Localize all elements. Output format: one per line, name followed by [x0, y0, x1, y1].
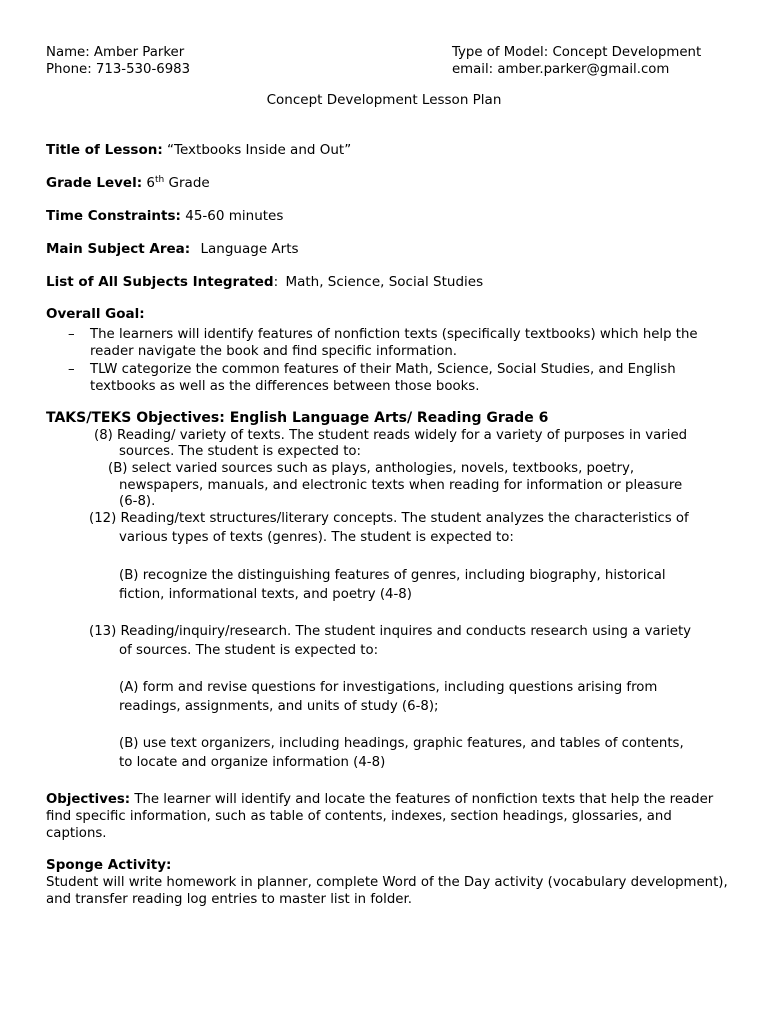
teks-line: (B) use text organizers, including headings, graphic features, and tables of contents, — [119, 736, 684, 751]
goal-item — [46, 326, 736, 360]
teks-line: various types of texts (genres). The student is expected to: — [119, 530, 514, 545]
teks-line: (A) form and revise questions for investigations, including questions arising from — [119, 680, 658, 695]
grade-level-label: Grade Level: — [46, 175, 143, 191]
main-subject-value: Language Arts — [200, 241, 299, 257]
main-subject-label: Main Subject Area: — [46, 241, 191, 257]
sponge-activity-text: Student will write homework in planner, complete Word of the Day activity (vocabulary development), and transfer reading log entries to master list in folder. — [46, 875, 728, 907]
lesson-title-label: Title of Lesson: — [46, 142, 163, 158]
integrated-subjects-label: List of All Subjects Integrated — [46, 274, 274, 290]
goal-item-text: TLW categorize the common features of their Math, Science, Social Studies, and English textbooks as well as the differences between those books. — [90, 362, 676, 394]
teks-heading: TAKS/TEKS Objectives: English Language Arts/ Reading Grade 6 — [46, 410, 549, 426]
time-constraints-label: Time Constraints: — [46, 208, 181, 224]
grade-word: Grade — [168, 175, 210, 191]
dash-bullet: – — [68, 327, 75, 342]
time-constraints-value: 45-60 minutes — [185, 208, 284, 224]
document-title: Concept Development Lesson Plan — [266, 92, 502, 108]
teks-line: (8) Reading/ variety of texts. The student reads widely for a variety of purposes in varied — [94, 428, 688, 443]
teks-line: (B) select varied sources such as plays, anthologies, novels, textbooks, poetry, — [108, 461, 635, 476]
grade-level-field — [46, 174, 210, 192]
dash-bullet: – — [68, 362, 75, 377]
objectives-text: The learner will identify and locate the features of nonfiction texts that help the reader find specific information, such as table of contents, indexes, section headings, glossaries, and captions. — [46, 792, 714, 841]
main-subject-field — [46, 240, 299, 258]
grade-superscript: th — [155, 175, 165, 185]
overall-goal-heading: Overall Goal: — [46, 306, 145, 322]
time-constraints-field — [46, 207, 283, 225]
teks-line: fiction, informational texts, and poetry (4-8) — [119, 587, 412, 602]
integrated-subjects-colon: : — [273, 274, 279, 290]
model-type-line: Type of Model: Concept Development — [452, 45, 702, 60]
integrated-subjects-field — [46, 273, 483, 291]
teks-line: (6-8). — [119, 494, 156, 509]
teks-line: to locate and organize information (4-8) — [119, 755, 386, 770]
teks-line: of sources. The student is expected to: — [119, 643, 379, 658]
teks-line: (13) Reading/inquiry/research. The student inquires and conducts research using a variety — [89, 624, 692, 639]
name-line: Name: Amber Parker — [46, 45, 185, 60]
goal-item — [46, 361, 736, 395]
email-line: email: amber.parker@gmail.com — [452, 62, 670, 77]
goal-item-text: The learners will identify features of nonfiction texts (specifically textbooks) which help the reader navigate the book and find specific information. — [90, 327, 698, 359]
integrated-subjects-value: Math, Science, Social Studies — [285, 274, 484, 290]
teks-line: newspapers, manuals, and electronic texts when reading for information or pleasure — [119, 478, 683, 493]
teks-line: (12) Reading/text structures/literary concepts. The student analyzes the characteristics of — [89, 511, 689, 526]
phone-line: Phone: 713-530-6983 — [46, 62, 191, 77]
lesson-title-field — [46, 141, 351, 159]
sponge-activity-heading: Sponge Activity: — [46, 857, 172, 873]
objectives-paragraph — [46, 791, 736, 842]
teks-line: readings, assignments, and units of study (6-8); — [119, 699, 439, 714]
objectives-label: Objectives: — [46, 792, 131, 807]
teks-line: sources. The student is expected to: — [119, 444, 362, 459]
grade-number: 6 — [146, 175, 155, 191]
teks-line: (B) recognize the distinguishing features of genres, including biography, historical — [119, 568, 666, 583]
lesson-title-value: “Textbooks Inside and Out” — [167, 142, 352, 158]
